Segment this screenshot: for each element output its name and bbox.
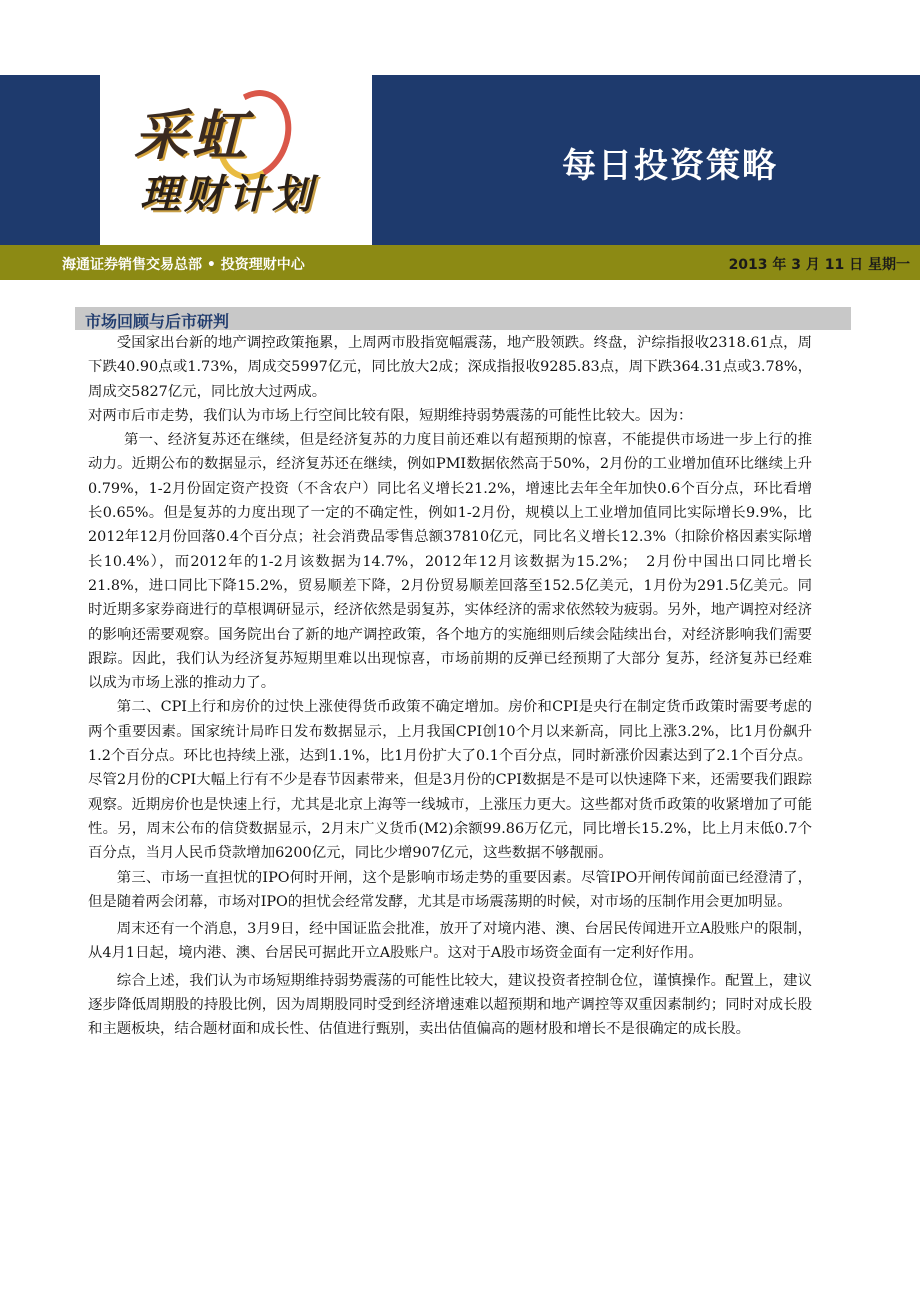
paragraph-weekend-news: 周末还有一个消息，3月9日，经中国证监会批准，放开了对境内港、澳、台居民传闻进开立A股账户的限制，从4月1日起，境内港、澳、台居民可据此开立A股账户。这对于A股市场资金面有一定利好作用。: [88, 921, 812, 962]
paragraph-point-three: 第三、市场一直担忧的IPO何时开闸，这个是影响市场走势的重要因素。尽管IPO开闸传闻前面已经澄清了，但是随着两会闭幕，市场对IPO的担忧会经常发酵，尤其是市场震荡期的时候，对市场的压制作用会更加明显。: [88, 869, 812, 910]
organization-name: 海通证券销售交易总部 • 投资理财中心: [62, 257, 305, 273]
report-date: 2013 年 3 月 11 日 星期一: [728, 257, 910, 273]
logo-text-bottom: 理财计划: [140, 171, 316, 218]
page-title: 每日投资策略: [562, 146, 778, 186]
paragraph-point-one: 第一、经济复苏还在继续，但是经济复苏的力度目前还难以有超预期的惊喜，不能提供市场进一步上行的推动力。近期公布的数据显示，经济复苏还在继续，例如PMI数据依然高于50%，2月份的工业增加值环比继续上升0.79%，1-2月份固定资产投资（不含农户）同比名义增长21.2%，增速比去年全年加快0.6个百分点，环比看增长0.65%。但是复苏的力度出现了一定的不确定性，例如1-2月份，规模以上工业增加值同比实际增长9.9%，比2012年12月份回落0.4个百分点；社会消费品零售总额37810亿元，同比名义增长12.3%（扣除价格因素实际增长10.4%），而2012年的1-2月该数据为14.7%，2012年12月该数据为15.2%； 2月份中国出口同比增长21.8%，进口同比下降15.2%，贸易顺差下降，2月份贸易顺差回落至152.5亿美元，1月份为291.5亿美元。同时近期多家券商进行的草根调研显示，经济依然是弱复苏，实体经济的需求依然较为疲弱。另外，地产调控对经济的影响还需要观察。国务院出台了新的地产调控政策，各个地方的实施细则后续会陆续出台，对经济影响我们需要跟踪。因此，我们认为经济复苏短期里难以出现惊喜，市场前期的反弹已经预期了大部分 复苏，经济复苏已经难以成为市场上涨的推动力了。: [88, 432, 812, 692]
paragraph-market-review: 受国家出台新的地产调控政策拖累，上周两市股指宽幅震荡，地产股领跌。终盘，沪综指报收2318.61点，周下跌40.90点或1.73%，周成交5997亿元，同比放大2成；深成指报收9285.83点，周下跌364.31点或3.78%，周成交5827亿元，同比放大过两成。: [88, 335, 812, 400]
paragraph-point-two: 第二、CPI上行和房价的过快上涨使得货币政策不确定增加。房价和CPI是央行在制定货币政策时需要考虑的两个重要因素。国家统计局昨日发布数据显示，上月我国CPI创10个月以来新高，同比上涨3.2%，比1月份飙升1.2个百分点。环比也持续上涨，达到1.1%，比1月份扩大了0.1个百分点，同时新涨价因素达到了2.1个百分点。尽管2月份的CPI大幅上行有不少是春节因素带来，但是3月份的CPI数据是不是可以快速降下来，还需要我们跟踪观察。近期房价也是快速上行，尤其是北京上海等一线城市，上涨压力更大。这些都对货币政策的收紧增加了可能性。另，周末公布的信贷数据显示，2月末广义货币(M2)余额99.86万亿元，同比增长15.2%，比上月末低0.7个百分点，当月人民币贷款增加6200亿元，同比少增907亿元，这些数据不够靓丽。: [88, 699, 812, 862]
sub-header-bar: [0, 245, 920, 280]
paragraph-conclusion: 综合上述，我们认为市场短期维持弱势震荡的可能性比较大，建议投资者控制仓位，谨慎操作。配置上，建议逐步降低周期股的持股比例，因为周期股同时受到经济增速难以超预期和地产调控等双重因素制约；同时对成长股和主题板块，结合题材面和成长性、估值进行甄别，卖出估值偏高的题材股和增长不是很确定的成长股。: [88, 972, 812, 1038]
section-header: [75, 307, 851, 330]
paragraph-outlook-intro: 对两市后市走势，我们认为市场上行空间比较有限，短期维持弱势震荡的可能性比较大。因为：: [88, 407, 693, 424]
logo: [100, 75, 372, 245]
article-body: [88, 331, 812, 1042]
section-title: 市场回顾与后市研判: [85, 312, 230, 331]
logo-text-top: 采虹: [134, 103, 250, 167]
